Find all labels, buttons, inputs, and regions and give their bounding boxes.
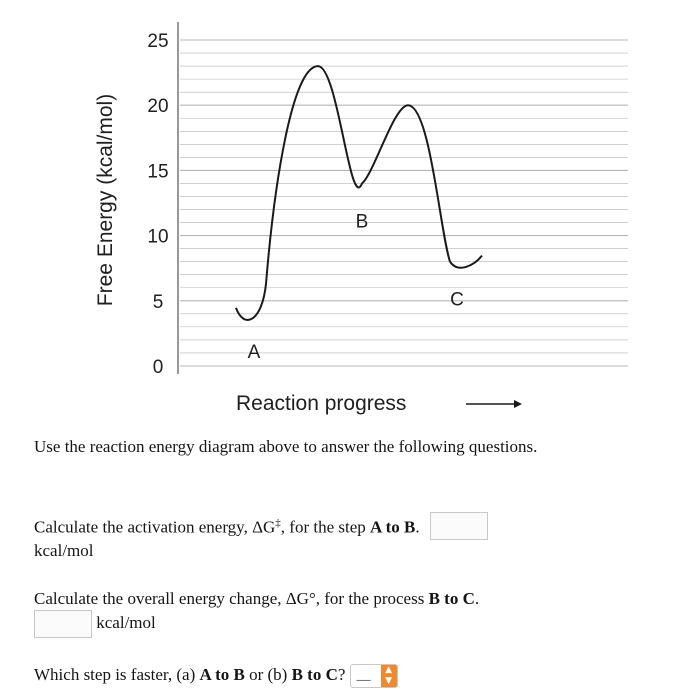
y-tick-label: 15: [147, 161, 169, 183]
up-down-chevron-icon: ▲ ▼: [381, 665, 397, 687]
point-label-b: B: [355, 211, 369, 233]
point-label-c: C: [450, 289, 464, 311]
activation-energy-input[interactable]: [430, 512, 488, 540]
q1-unit-label: kcal/mol: [34, 540, 94, 560]
y-tick-label: 25: [147, 31, 169, 52]
y-tick-label: 10: [147, 226, 169, 248]
grid-lines: [180, 40, 628, 366]
y-tick-label: 5: [152, 291, 164, 313]
y-tick-labels: [147, 31, 168, 378]
question-activation-energy: Calculate the activation energy, ΔG‡, for the step A to B. kcal/mol: [34, 512, 594, 562]
point-label-a: A: [247, 341, 261, 363]
question-overall-energy: Calculate the overall energy change, ΔG°, for the process B to C. kcal/mol: [34, 588, 614, 638]
overall-energy-input[interactable]: [34, 610, 92, 638]
y-axis-label: Free Energy (kcal/mol): [94, 93, 117, 307]
y-tick-label: 20: [147, 96, 169, 118]
faster-step-select-value: __: [356, 668, 371, 684]
q2-unit-label: kcal/mol: [96, 612, 156, 632]
intro-text: Use the reaction energy diagram above to answer the following questions.: [34, 437, 538, 456]
energy-curve: [236, 66, 482, 320]
right-arrow-icon: [466, 400, 522, 408]
question-faster-step: Which step is faster, (a) A to B or (b) B to C? __ ▲ ▼: [34, 664, 634, 688]
faster-step-select[interactable]: [350, 664, 398, 688]
y-tick-label: 0: [152, 357, 164, 378]
double-dagger: ‡: [275, 517, 281, 529]
x-axis-label: Reaction progress: [236, 392, 407, 415]
